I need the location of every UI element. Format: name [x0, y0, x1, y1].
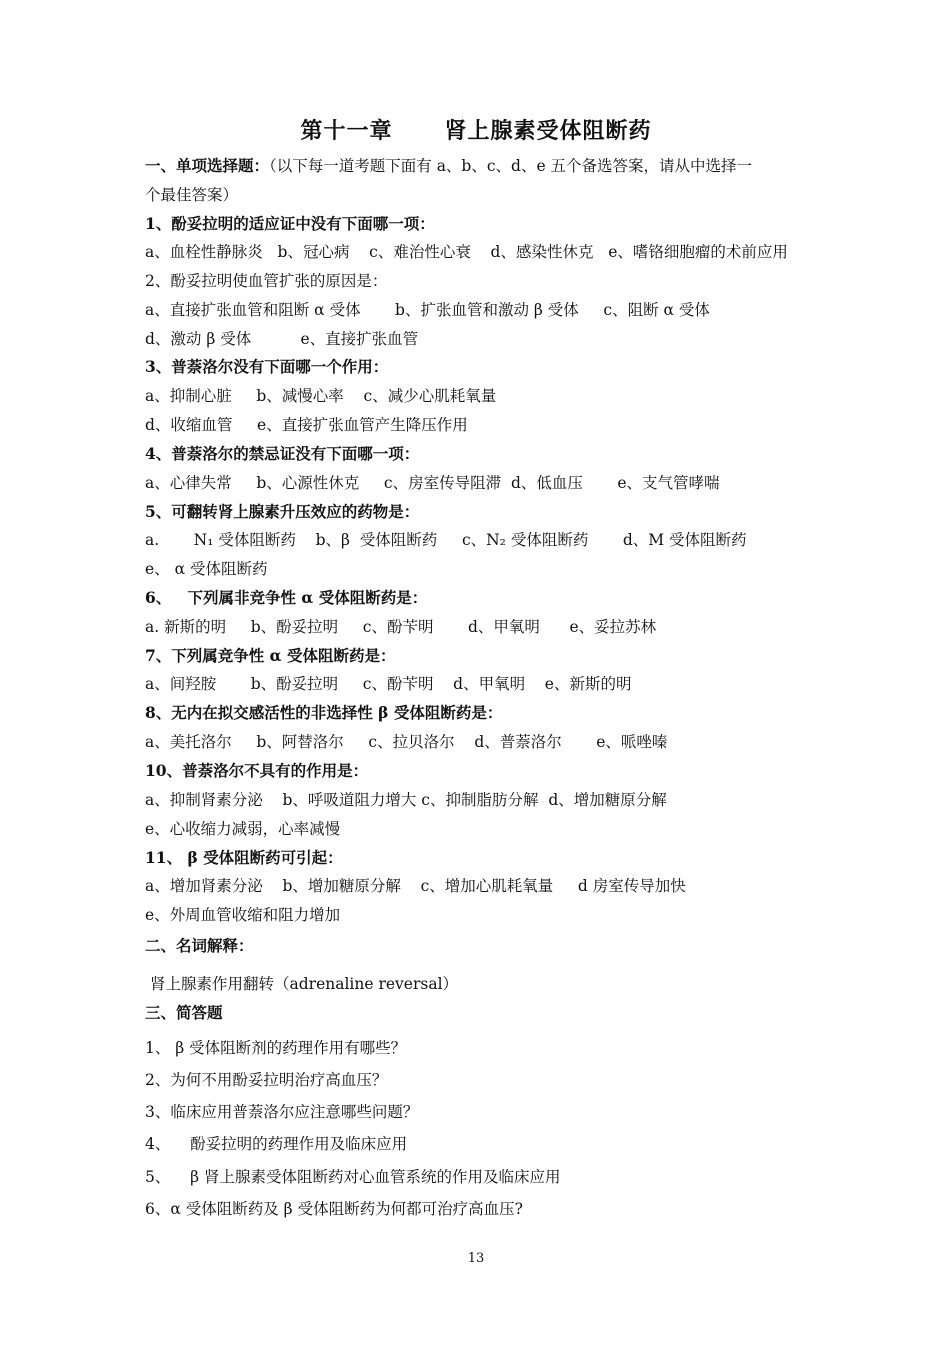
short-answer-1: 1、 β 受体阻断剂的药理作用有哪些？ [145, 1039, 407, 1057]
question-4: 4、普萘洛尔的禁忌证没有下面哪一项： [145, 444, 420, 463]
short-answer-3: 3、临床应用普萘洛尔应注意哪些问题？ [145, 1103, 419, 1121]
question-10-options-2: e、心收缩力减弱，心率减慢 [145, 820, 341, 838]
question-10: 10、普萘洛尔不具有的作用是： [145, 761, 369, 780]
question-7: 7、下列属竞争性 α 受体阻断药是： [145, 646, 396, 665]
question-2-options-1: a、直接扩张血管和阻断 α 受体 b、扩张血管和激动 β 受体 c、阻断 α 受体 [145, 301, 710, 319]
question-5-options-2: e、 α 受体阻断药 [145, 560, 268, 578]
question-4-options: a、心律失常 b、心源性休克 c、房室传导阻滞 d、低血压 e、支气管哮喘 [145, 474, 720, 492]
section-2-heading: 二、名词解释： [145, 936, 254, 955]
short-answer-2: 2、为何不用酚妥拉明治疗高血压？ [145, 1071, 388, 1089]
question-1-options: a、血栓性静脉炎 b、冠心病 c、难治性心衰 d、感染性休克 e、嗜铬细胞瘤的术前应用 [145, 243, 788, 261]
section-1-header [145, 156, 752, 176]
question-2: 2、酚妥拉明使血管扩张的原因是： [145, 272, 388, 290]
question-3: 3、普萘洛尔没有下面哪一个作用： [145, 357, 389, 376]
short-answer-4: 4、 酚妥拉明的药理作用及临床应用 [145, 1135, 408, 1153]
question-6: 6、 下列属非竞争性 α 受体阻断药是： [145, 588, 428, 607]
question-11: 11、 β 受体阻断药可引起： [145, 848, 343, 867]
section-1-intro-cont: 个最佳答案） [145, 186, 239, 204]
section-1-intro: （以下每一道考题下面有 a、b、c、d、e 五个备选答案，请从中选择一 [269, 157, 753, 175]
question-11-options-1: a、增加肾素分泌 b、增加糖原分解 c、增加心肌耗氧量 d 房室传导加快 [145, 877, 686, 895]
question-2-options-2: d、激动 β 受体 e、直接扩张血管 [145, 330, 419, 348]
section-1-heading: 一、单项选择题： [145, 156, 270, 175]
question-10-options-1: a、抑制肾素分泌 b、呼吸道阻力增大 c、抑制脂肪分解 d、增加糖原分解 [145, 791, 667, 809]
section-2-term: 肾上腺素作用翻转（adrenaline reversal） [150, 975, 459, 993]
question-8: 8、无内在拟交感活性的非选择性 β 受体阻断药是： [145, 703, 503, 722]
question-5: 5、可翻转肾上腺素升压效应的药物是： [145, 502, 420, 521]
question-11-options-2: e、外周血管收缩和阻力增加 [145, 906, 341, 924]
question-1: 1、酚妥拉明的适应证中没有下面哪一项： [145, 214, 435, 233]
short-answer-5: 5、 β 肾上腺素受体阻断药对心血管系统的作用及临床应用 [145, 1168, 561, 1186]
question-3-options-2: d、收缩血管 e、直接扩张血管产生降压作用 [145, 416, 468, 434]
section-3-heading: 三、简答题 [145, 1003, 223, 1022]
question-5-options-1: a. N₁ 受体阻断药 b、β 受体阻断药 c、N₂ 受体阻断药 d、M 受体阻断药 [145, 531, 747, 549]
question-7-options: a、间羟胺 b、酚妥拉明 c、酚苄明 d、甲氧明 e、新斯的明 [145, 675, 632, 693]
question-6-options: a. 新斯的明 b、酚妥拉明 c、酚苄明 d、甲氧明 e、妥拉苏林 [145, 618, 657, 636]
question-8-options: a、美托洛尔 b、阿替洛尔 c、拉贝洛尔 d、普萘洛尔 e、哌唑嗪 [145, 733, 668, 751]
question-3-options-1: a、抑制心脏 b、减慢心率 c、减少心肌耗氧量 [145, 387, 497, 405]
short-answer-6: 6、α 受体阻断药及 β 受体阻断药为何都可治疗高血压? [145, 1200, 523, 1218]
page-title: 第十一章 肾上腺素受体阻断药 [300, 118, 652, 144]
page-number: 13 [467, 1251, 485, 1266]
